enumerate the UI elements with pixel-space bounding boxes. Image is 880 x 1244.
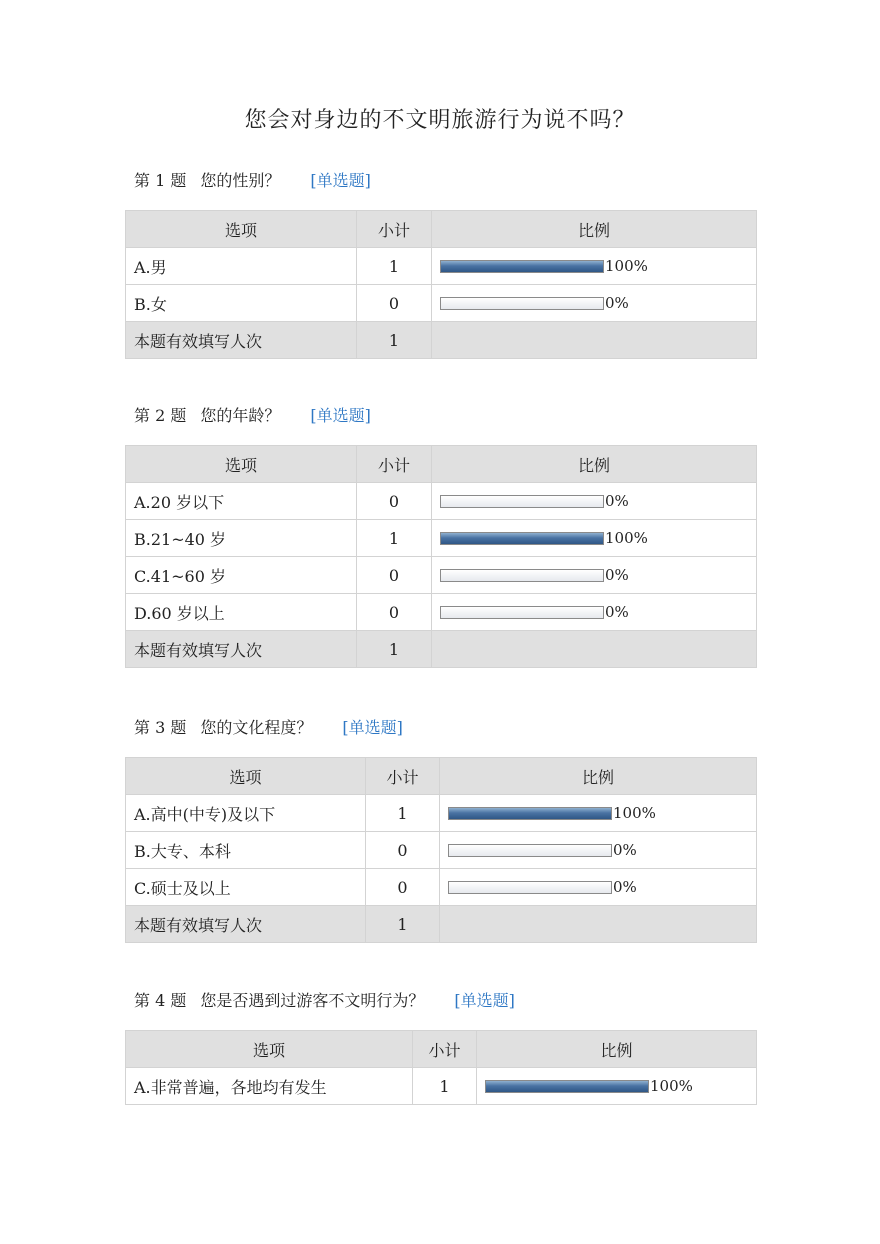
ratio-percent: 0% <box>613 841 637 859</box>
ratio-percent: 0% <box>613 878 637 896</box>
column-header-count: 小计 <box>366 758 440 795</box>
question-4-header <box>134 988 515 1011</box>
column-header-count: 小计 <box>413 1031 477 1068</box>
ratio-bar <box>440 532 604 545</box>
column-header-option: 选项 <box>126 1031 413 1068</box>
ratio-bar <box>440 260 604 273</box>
table-header-row <box>126 758 757 795</box>
total-empty-cell <box>440 906 757 943</box>
ratio-percent: 100% <box>605 257 648 275</box>
option-count: 0 <box>357 285 432 322</box>
ratio-cell <box>432 520 757 557</box>
total-empty-cell <box>432 322 757 359</box>
ratio-cell <box>432 557 757 594</box>
option-count: 1 <box>357 520 432 557</box>
total-row <box>126 322 757 359</box>
option-count: 0 <box>357 483 432 520</box>
column-header-count: 小计 <box>357 211 432 248</box>
total-label: 本题有效填写人次 <box>126 631 357 668</box>
table-row <box>126 520 757 557</box>
ratio-cell <box>440 832 757 869</box>
ratio-bar-fill <box>441 533 603 544</box>
option-count: 0 <box>366 832 440 869</box>
option-label: C.硕士及以上 <box>126 869 366 906</box>
question-1-header <box>134 168 371 191</box>
question-text: 您的年龄？ <box>200 406 281 425</box>
question-number: 第 2 题 <box>134 406 187 425</box>
question-1-table <box>125 210 757 359</box>
question-type-link[interactable]: [单选题] <box>310 171 371 190</box>
question-text: 您的性别？ <box>200 171 281 190</box>
ratio-percent: 0% <box>605 294 629 312</box>
ratio-bar <box>448 881 612 894</box>
option-label: A.非常普遍，各地均有发生 <box>126 1068 413 1105</box>
column-header-ratio: 比例 <box>432 446 757 483</box>
total-label: 本题有效填写人次 <box>126 322 357 359</box>
ratio-percent: 0% <box>605 492 629 510</box>
column-header-ratio: 比例 <box>432 211 757 248</box>
ratio-percent: 0% <box>605 566 629 584</box>
column-header-ratio: 比例 <box>477 1031 757 1068</box>
total-row <box>126 631 757 668</box>
ratio-percent: 100% <box>650 1077 693 1095</box>
ratio-cell <box>432 483 757 520</box>
ratio-cell <box>432 285 757 322</box>
table-row <box>126 557 757 594</box>
ratio-cell <box>440 869 757 906</box>
total-row <box>126 906 757 943</box>
ratio-bar <box>448 844 612 857</box>
ratio-percent: 0% <box>605 603 629 621</box>
question-text: 您的文化程度？ <box>200 718 313 737</box>
option-count: 1 <box>413 1068 477 1105</box>
option-label: A.20 岁以下 <box>126 483 357 520</box>
table-header-row <box>126 1031 757 1068</box>
question-type-link[interactable]: [单选题] <box>310 406 371 425</box>
ratio-bar <box>440 569 604 582</box>
option-count: 0 <box>357 557 432 594</box>
question-type-link[interactable]: [单选题] <box>342 718 403 737</box>
option-count: 1 <box>366 795 440 832</box>
table-row <box>126 832 757 869</box>
total-label: 本题有效填写人次 <box>126 906 366 943</box>
total-count: 1 <box>366 906 440 943</box>
ratio-cell <box>440 795 757 832</box>
option-label: A.男 <box>126 248 357 285</box>
ratio-cell <box>477 1068 757 1105</box>
ratio-percent: 100% <box>605 529 648 547</box>
ratio-bar-fill <box>449 808 611 819</box>
column-header-count: 小计 <box>357 446 432 483</box>
option-label: A.高中(中专)及以下 <box>126 795 366 832</box>
total-count: 1 <box>357 322 432 359</box>
column-header-option: 选项 <box>126 758 366 795</box>
ratio-bar-fill <box>441 261 603 272</box>
table-header-row <box>126 446 757 483</box>
ratio-bar <box>485 1080 649 1093</box>
option-label: D.60 岁以上 <box>126 594 357 631</box>
question-2-header <box>134 403 371 426</box>
column-header-option: 选项 <box>126 446 357 483</box>
option-count: 0 <box>366 869 440 906</box>
question-3-table <box>125 757 757 943</box>
ratio-cell <box>432 594 757 631</box>
ratio-bar <box>440 297 604 310</box>
option-label: B.女 <box>126 285 357 322</box>
table-row <box>126 594 757 631</box>
total-count: 1 <box>357 631 432 668</box>
column-header-ratio: 比例 <box>440 758 757 795</box>
ratio-bar <box>440 495 604 508</box>
ratio-bar <box>440 606 604 619</box>
question-text: 您是否遇到过游客不文明行为？ <box>200 991 425 1010</box>
question-number: 第 3 题 <box>134 718 187 737</box>
table-row <box>126 795 757 832</box>
question-3-header <box>134 715 403 738</box>
table-row <box>126 1068 757 1105</box>
question-number: 第 1 题 <box>134 171 187 190</box>
table-header-row <box>126 211 757 248</box>
ratio-percent: 100% <box>613 804 656 822</box>
ratio-bar <box>448 807 612 820</box>
ratio-bar-fill <box>486 1081 648 1092</box>
table-row <box>126 483 757 520</box>
column-header-option: 选项 <box>126 211 357 248</box>
option-count: 0 <box>357 594 432 631</box>
ratio-cell <box>432 248 757 285</box>
question-4-table <box>125 1030 757 1105</box>
total-empty-cell <box>432 631 757 668</box>
question-2-table <box>125 445 757 668</box>
option-label: B.21~40 岁 <box>126 520 357 557</box>
question-number: 第 4 题 <box>134 991 187 1010</box>
table-row <box>126 285 757 322</box>
option-label: C.41~60 岁 <box>126 557 357 594</box>
question-type-link[interactable]: [单选题] <box>454 991 515 1010</box>
option-label: B.大专、本科 <box>126 832 366 869</box>
table-row <box>126 248 757 285</box>
option-count: 1 <box>357 248 432 285</box>
survey-title: 您会对身边的不文明旅游行为说不吗？ <box>244 108 636 133</box>
table-row <box>126 869 757 906</box>
